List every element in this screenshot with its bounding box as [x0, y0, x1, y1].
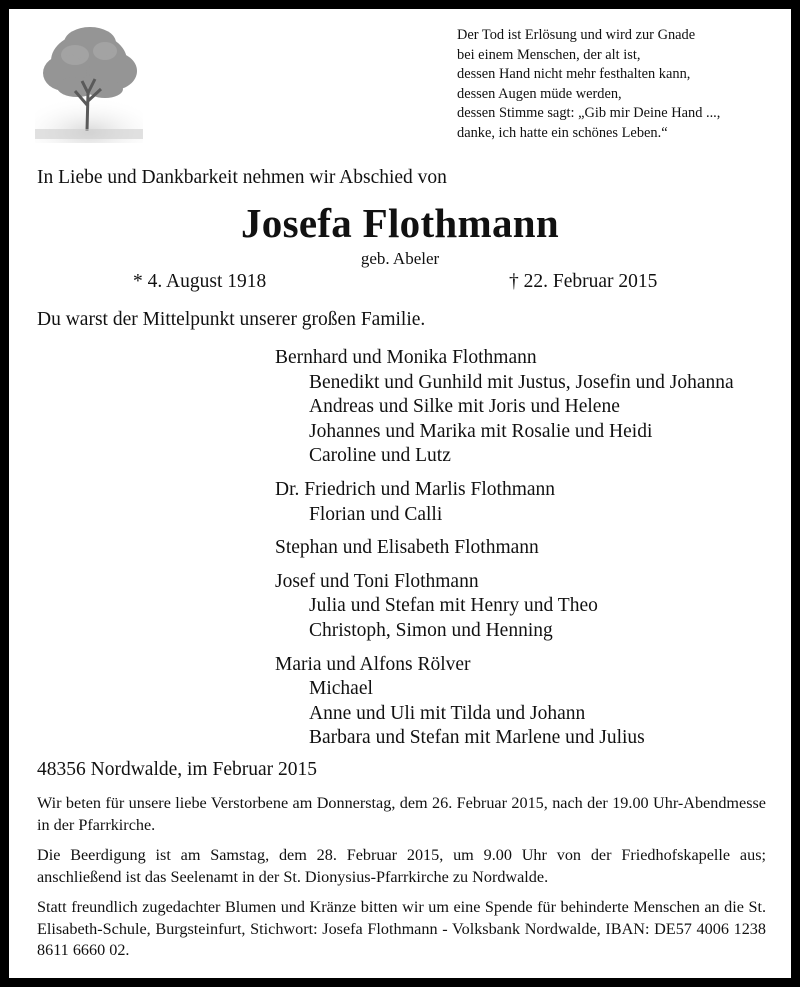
- family-head: Dr. Friedrich und Marlis Flothmann: [275, 478, 556, 500]
- family-member: Barbara und Stefan mit Marlene und Julius: [309, 727, 645, 749]
- family-member: Michael: [309, 678, 373, 700]
- family-head: Maria und Alfons Rölver: [275, 653, 471, 675]
- family-member: Andreas und Silke mit Joris und Helene: [309, 396, 620, 418]
- family-head: Josef und Toni Flothmann: [275, 570, 479, 592]
- quote-line: danke, ich hatte ein schönes Leben.“: [457, 124, 668, 141]
- place-date: 48356 Nordwalde, im Februar 2015: [37, 759, 317, 780]
- intro-text: In Liebe und Dankbarkeit nehmen wir Abschied von: [37, 167, 447, 188]
- quote-line: dessen Augen müde werden,: [457, 85, 622, 102]
- family-member: Julia und Stefan mit Henry und Theo: [309, 595, 598, 617]
- quote-line: Der Tod ist Erlösung und wird zur Gnade: [457, 27, 696, 43]
- family-group: [275, 570, 734, 644]
- family-member: Johannes und Marika mit Rosalie und Heidi: [309, 420, 653, 442]
- family-group: [275, 536, 734, 561]
- deceased-name: Josefa Flothmann: [240, 200, 559, 246]
- quote-line: bei einem Menschen, der alt ist,: [457, 46, 641, 63]
- death-date: † 22. Februar 2015: [509, 271, 658, 292]
- family-head: Stephan und Elisabeth Flothmann: [275, 537, 539, 559]
- funeral-paragraph: Die Beerdigung ist am Samstag, dem 28. Februar 2015, um 9.00 Uhr von der Friedhofskapelle aus; anschließend ist das Seelenamt in der St. Dionysius-Pfarrkirche zu Nordwalde.: [37, 846, 766, 886]
- maiden-name: geb. Abeler: [360, 249, 440, 268]
- family-group: [275, 478, 734, 527]
- family-member: Florian und Calli: [309, 503, 443, 525]
- family-center-line: Du warst der Mittelpunkt unserer großen Familie.: [37, 309, 426, 330]
- obituary-card: [9, 9, 791, 978]
- donation-paragraph: Statt freundlich zugedachter Blumen und Kränze bitten wir um eine Spende für behinderte Menschen an die St. Elisabeth-Schule, Burgsteinfurt, Stichwort: Josefa Flothmann - Volksbank Nordwalde, IBAN: DE57 4006 1238 8611 6660 02.: [37, 898, 766, 960]
- tree-illustration: [35, 21, 143, 143]
- family-member: Anne und Uli mit Tilda und Johann: [309, 702, 586, 724]
- family-member: Benedikt und Gunhild mit Justus, Josefin und Johanna: [309, 371, 734, 393]
- quote-line: dessen Hand nicht mehr festhalten kann,: [457, 66, 691, 82]
- family-group: [275, 653, 734, 751]
- family-list: [275, 346, 734, 760]
- family-member: Caroline und Lutz: [309, 445, 451, 467]
- quote-block: [457, 26, 720, 143]
- family-head: Bernhard und Monika Flothmann: [275, 347, 537, 368]
- birth-date: * 4. August 1918: [133, 271, 267, 292]
- family-member: Christoph, Simon und Henning: [309, 619, 553, 641]
- family-group: [275, 346, 734, 469]
- quote-line: dessen Stimme sagt: „Gib mir Deine Hand ...,: [457, 105, 721, 121]
- prayer-paragraph: Wir beten für unsere liebe Verstorbene am Donnerstag, dem 26. Februar 2015, nach der 19.00 Uhr-Abendmesse in der Pfarrkirche.: [37, 794, 766, 834]
